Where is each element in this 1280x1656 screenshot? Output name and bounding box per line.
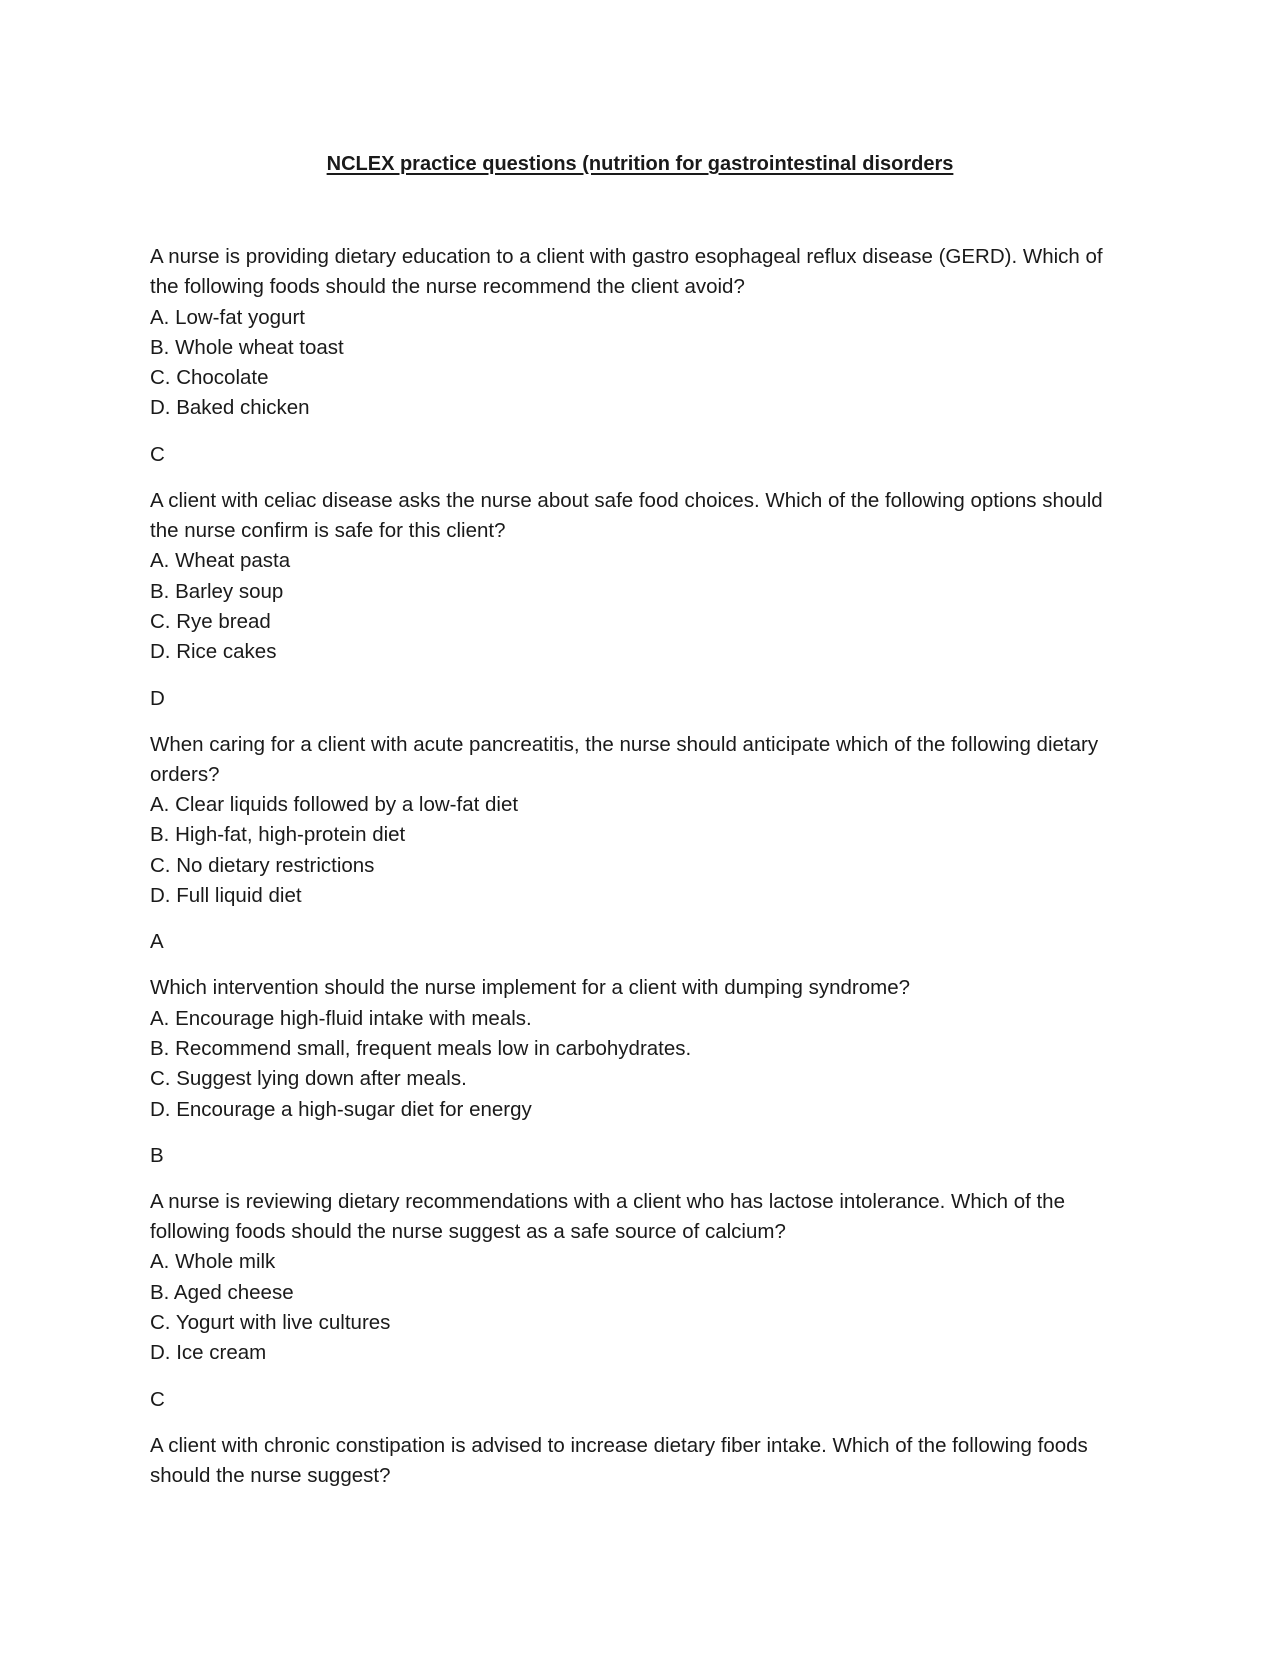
option-b: B. High-fat, high-protein diet <box>150 823 406 847</box>
answer-5: C <box>150 1387 165 1411</box>
answer-2: D <box>150 686 165 710</box>
option-c: C. Rye bread <box>150 609 271 633</box>
option-c: C. No dietary restrictions <box>150 853 375 877</box>
option-c: C. Chocolate <box>150 366 269 390</box>
question-2 <box>150 486 1135 668</box>
option-c: C. Suggest lying down after meals. <box>150 1067 467 1091</box>
option-d: D. Ice cream <box>150 1341 267 1365</box>
option-a: A. Whole milk <box>150 1250 276 1274</box>
option-a: A. Low-fat yogurt <box>150 305 305 329</box>
option-a: A. Encourage high-fluid intake with meals. <box>150 1006 532 1030</box>
question-stem: A nurse is providing dietary education to a client with gastro esophageal reflux disease (GERD). Which of the following foods should the nurse recommend the client avoid? <box>150 245 1103 299</box>
answer-3: A <box>150 930 164 954</box>
question-stem: When caring for a client with acute pancreatitis, the nurse should anticipate which of the following dietary orders? <box>150 732 1099 786</box>
option-d: D. Rice cakes <box>150 640 277 664</box>
option-d: D. Encourage a high-sugar diet for energy <box>150 1097 532 1121</box>
answer-4: B <box>150 1143 164 1167</box>
option-d: D. Baked chicken <box>150 396 310 420</box>
question-4 <box>150 973 1135 1124</box>
answer-1: C <box>150 442 165 466</box>
question-stem: A nurse is reviewing dietary recommendations with a client who has lactose intolerance. Which of the following foods should the nurse suggest as a safe source of calcium? <box>150 1189 1065 1244</box>
option-b: B. Aged cheese <box>150 1280 294 1304</box>
question-3 <box>150 730 1135 912</box>
option-d: D. Full liquid diet <box>150 884 302 908</box>
question-stem: A client with celiac disease asks the nurse about safe food choices. Which of the following options should the nurse confirm is safe for this client? <box>150 488 1103 543</box>
option-b: B. Recommend small, frequent meals low in carbohydrates. <box>150 1036 692 1060</box>
option-c: C. Yogurt with live cultures <box>150 1311 391 1335</box>
option-b: B. Whole wheat toast <box>150 335 344 359</box>
question-6 <box>150 1431 1135 1492</box>
question-stem: Which intervention should the nurse implement for a client with dumping syndrome? <box>150 976 911 1000</box>
document-title: NCLEX practice questions (nutrition for gastrointestinal disorders <box>326 153 954 175</box>
option-a: A. Wheat pasta <box>150 549 291 573</box>
questions-list <box>150 242 1135 1507</box>
option-b: B. Barley soup <box>150 579 284 603</box>
option-a: A. Clear liquids followed by a low-fat diet <box>150 793 519 817</box>
question-5 <box>150 1187 1135 1369</box>
question-1 <box>150 242 1135 424</box>
question-stem: A client with chronic constipation is advised to increase dietary fiber intake. Which of the following foods should the nurse suggest? <box>150 1433 1088 1487</box>
